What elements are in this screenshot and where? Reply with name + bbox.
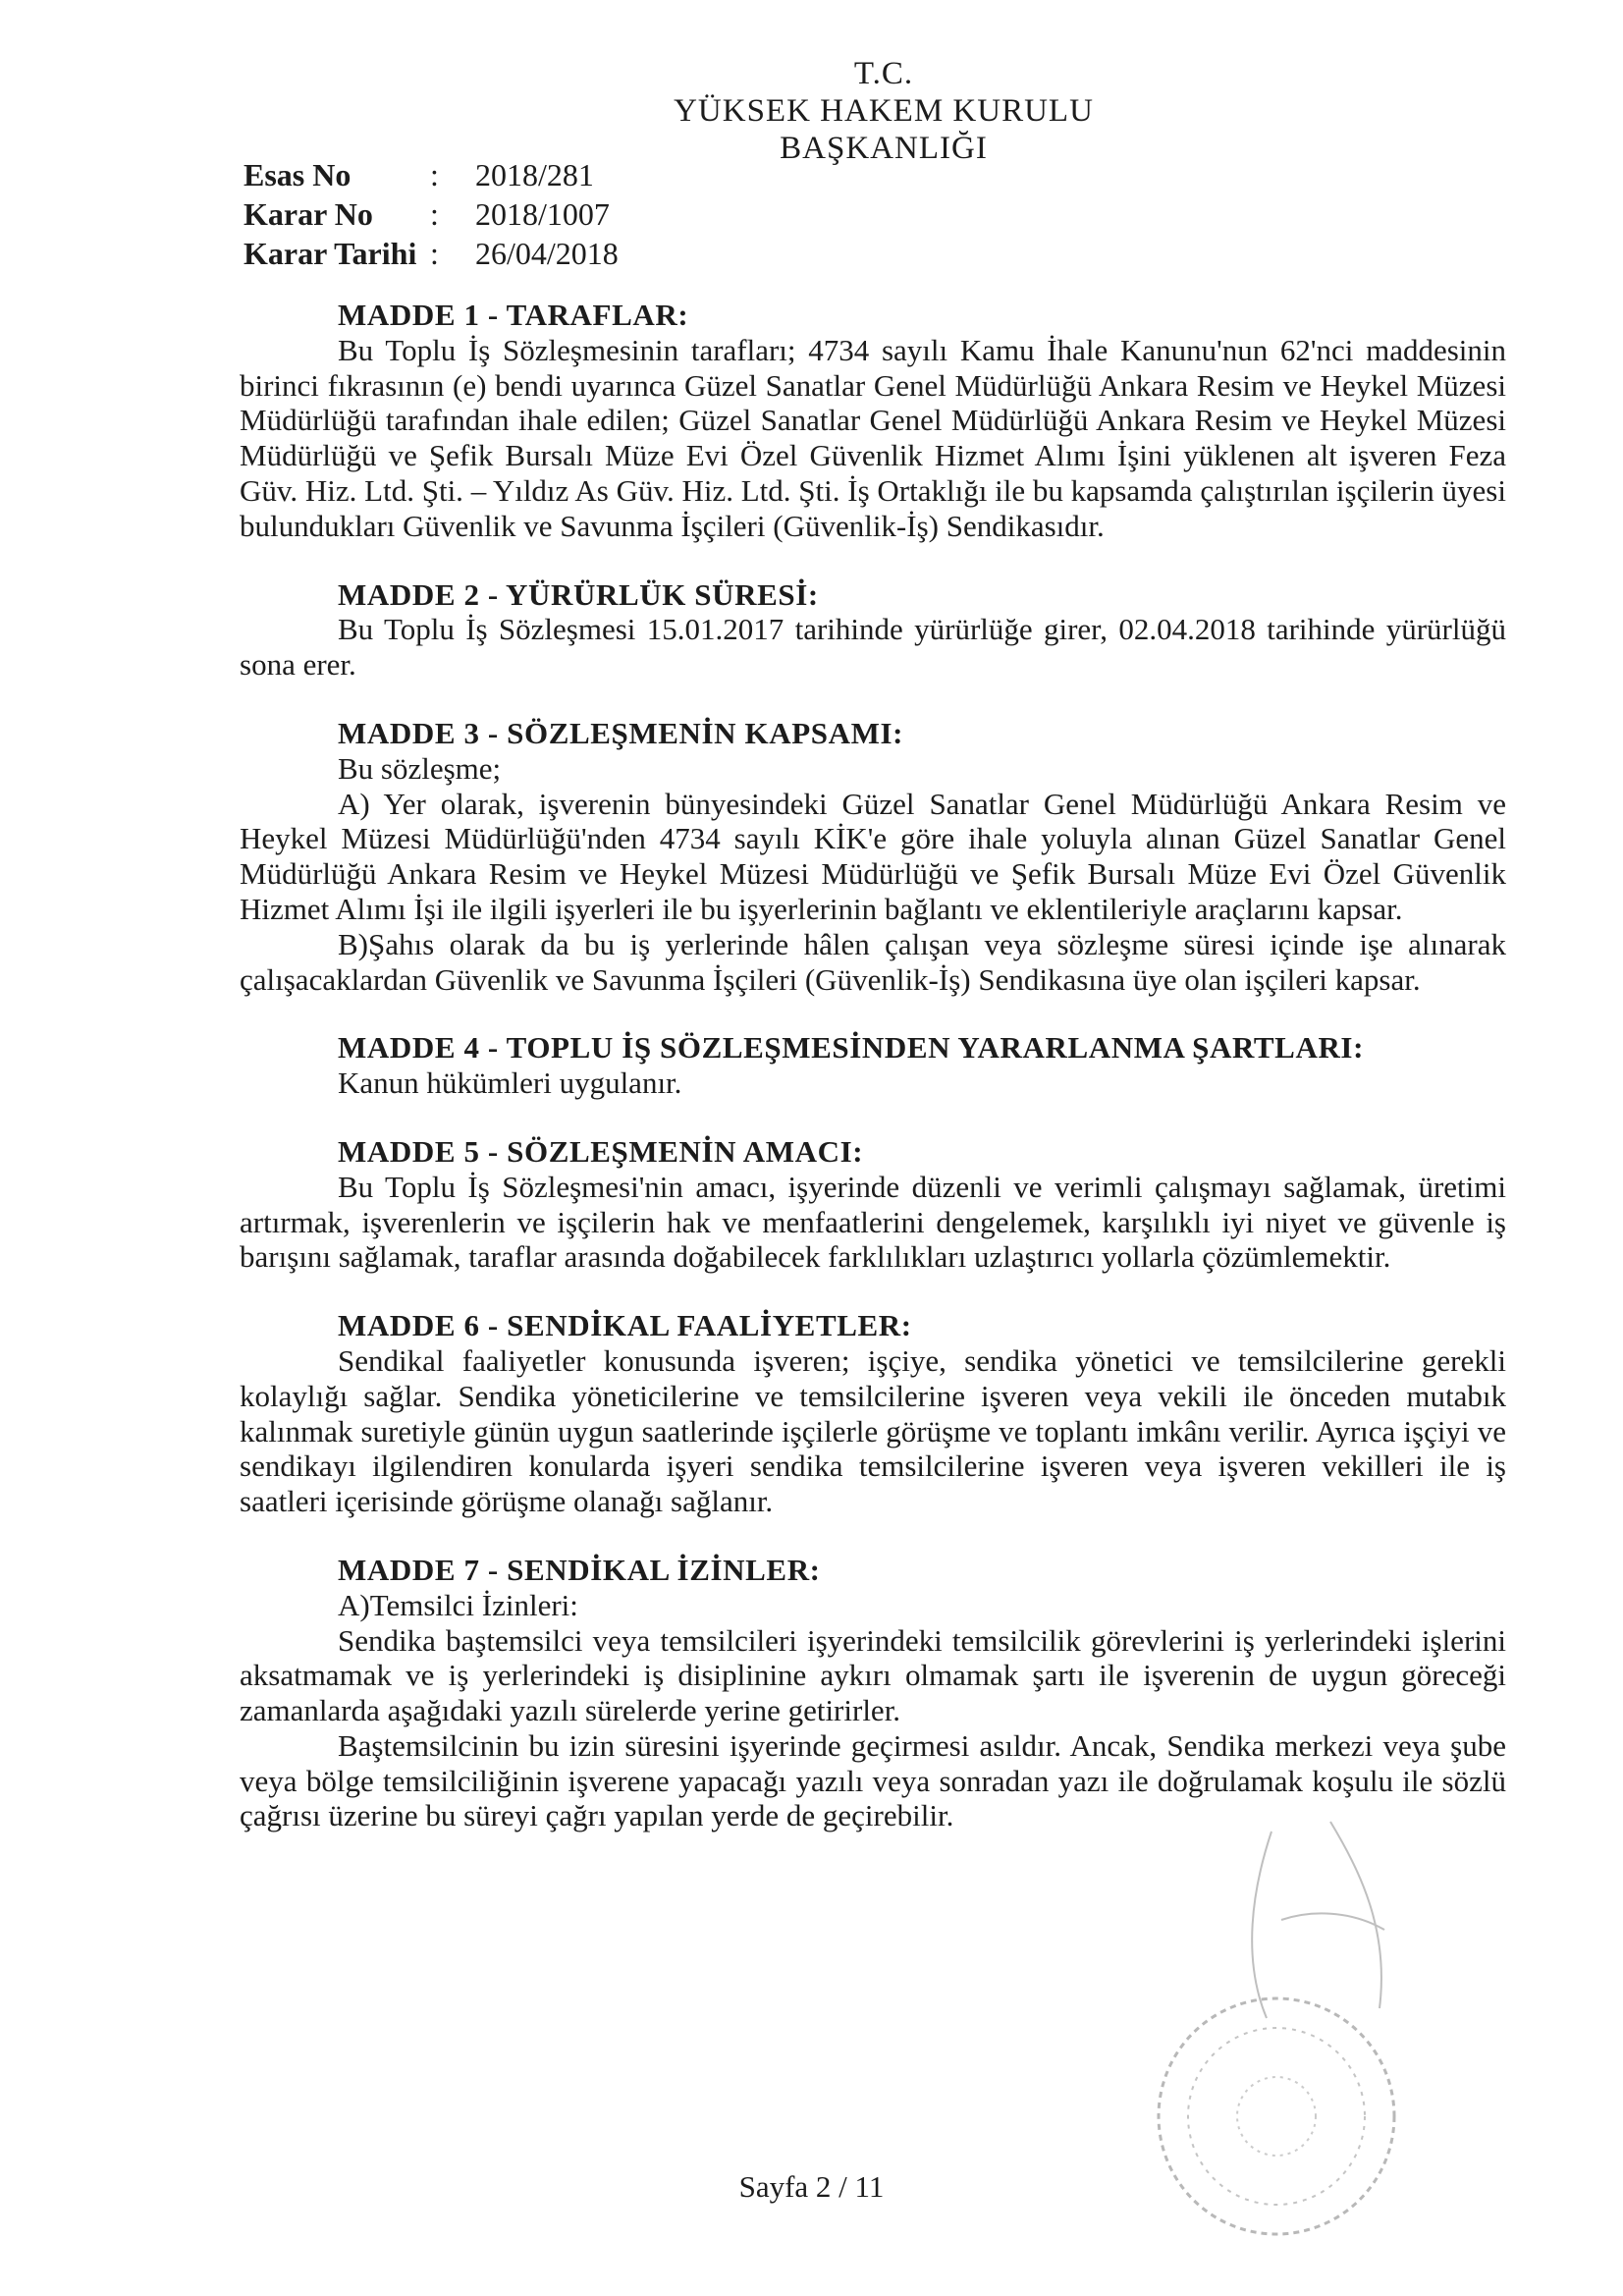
official-stamp-icon: [1144, 1984, 1409, 2249]
karar-no-separator: :: [430, 196, 439, 232]
karar-tarihi-separator: :: [430, 236, 439, 271]
article-4: [240, 1030, 1506, 1101]
article-heading: MADDE 4 - TOPLU İŞ SÖZLEŞMESİNDEN YARARLANMA ŞARTLARI:: [338, 1030, 1365, 1066]
article-paragraph: Sendikal faaliyetler konusunda işveren; işçiye, sendika yönetici ve temsilcilerine gerekli kolaylığı sağlar. Sendika yöneticilerine ve temsilcilerine işveren veya vekili ile önceden mutabık kalınmak suretiyle günün uygun saatlerinde işçilerle görüşme ve toplantı imkânı verilir. Ayrıca işçiyi ve sendikayı ilgilendiren konularda işyeri sendika temsilcilerine işveren veya işveren vekilleri ile iş saatleri içerisinde görüşme olanağı sağlanır.: [240, 1342, 1506, 1519]
article-paragraph: Bu Toplu İş Sözleşmesinin tarafları; 4734 sayılı Kamu İhale Kanunu'nun 62'nci maddesinin birinci fıkrasının (e) bendi uyarınca Güzel Sanatlar Genel Müdürlüğü Ankara Resim ve Heykel Müzesi Müdürlüğü tarafından ihale edilen; Güzel Sanatlar Genel Müdürlüğü Ankara Resim ve Heykel Müzesi Müdürlüğü ve Şefik Bursalı Müze Evi Özel Güvenlik Hizmet Alımı İşini yüklenen alt işveren Feza Güv. Hiz. Ltd. Şti. – Yıldız As Güv. Hiz. Ltd. Şti. İş Ortaklığı ile bu kapsamda çalıştırılan işçilerin üyesi bulundukları Güvenlik ve Savunma İşçileri (Güvenlik-İş) Sendikasıdır.: [240, 332, 1506, 543]
document-body: [240, 298, 1506, 1833]
karar-no-value: 2018/1007: [475, 196, 610, 232]
case-info-row-karar: [243, 194, 691, 234]
article-7: [240, 1553, 1506, 1833]
case-info-row-tarih: [243, 234, 691, 273]
karar-no-label: Karar No: [243, 196, 373, 232]
article-paragraph: Bu Toplu İş Sözleşmesi 15.01.2017 tarihinde yürürlüğe girer, 02.04.2018 tarihinde yürürlüğü sona erer.: [240, 612, 1506, 683]
article-paragraph: B)Şahıs olarak da bu iş yerlerinde hâlen çalışan veya sözleşme süresi içinde işe alınarak çalışacaklardan Güvenlik ve Savunma İşçileri (Güvenlik-İş) Sendikasına üye olan işçileri kapsar.: [240, 926, 1506, 997]
article-paragraph: Bu Toplu İş Sözleşmesi'nin amacı, işyerinde düzenli ve verimli çalışmayı sağlamak, üretimi artırmak, işverenlerin ve işçilerin hak ve menfaatlerini dengelemek, karşılıklı iyi niyet ve güvenle iş barışını sağlamak, taraflar arasında doğabilecek farklılıkları uzlaştırıcı yollarla çözümlemektir.: [240, 1169, 1506, 1275]
article-paragraph: Baştemsilcinin bu izin süresini işyerinde geçirmesi asıldır. Ancak, Sendika merkezi veya şube veya bölge temsilciliğinin işverene yapacağı yazılı veya sonradan yazı ile doğrulamak koşulu ile sözlü çağrısı üzerine bu süreyi çağrı yapılan yerde de geçirebilir.: [240, 1727, 1506, 1833]
header-presidency: BAŞKANLIĞI: [780, 131, 988, 166]
esas-no-separator: :: [430, 157, 439, 192]
page-number: Sayfa 2 / 11: [738, 2169, 885, 2204]
article-3: [240, 716, 1506, 997]
article-heading: MADDE 2 - YÜRÜRLÜK SÜRESİ:: [338, 576, 819, 612]
article-paragraph: A)Temsilci İzinleri:: [338, 1587, 578, 1622]
karar-tarihi-value: 26/04/2018: [475, 236, 619, 271]
article-1: [240, 298, 1506, 544]
article-6: [240, 1308, 1506, 1519]
case-info-row-esas: [243, 155, 691, 194]
esas-no-value: 2018/281: [475, 157, 594, 192]
article-paragraph: Bu sözleşme;: [338, 750, 502, 786]
karar-tarihi-label: Karar Tarihi: [243, 236, 417, 271]
article-2: [240, 577, 1506, 683]
article-heading: MADDE 1 - TARAFLAR:: [338, 298, 689, 332]
header-institution: YÜKSEK HAKEM KURULU: [674, 93, 1094, 129]
article-5: [240, 1134, 1506, 1275]
article-paragraph: Kanun hükümleri uygulanır.: [338, 1066, 682, 1101]
article-heading: MADDE 7 - SENDİKAL İZİNLER:: [338, 1552, 821, 1587]
case-info: [243, 155, 691, 273]
article-heading: MADDE 3 - SÖZLEŞMENİN KAPSAMI:: [338, 715, 904, 750]
header-tc: T.C.: [853, 56, 914, 91]
document-header: [589, 55, 1178, 167]
article-paragraph: Sendika baştemsilci veya temsilcileri işyerindeki temsilcilik görevlerini iş yerlerindeki işlerini aksatmamak ve iş yerlerindeki iş disiplinine aykırı olmamak şartı ile işverenin de uygun göreceği zamanlarda aşağıdaki yazılı sürelerde yerine getirirler.: [240, 1622, 1506, 1728]
article-heading: MADDE 5 - SÖZLEŞMENİN AMACI:: [338, 1133, 864, 1169]
article-heading: MADDE 6 - SENDİKAL FAALİYETLER:: [338, 1308, 912, 1343]
article-paragraph: A) Yer olarak, işverenin bünyesindeki Güzel Sanatlar Genel Müdürlüğü Ankara Resim ve Heykel Müzesi Müdürlüğü'nden 4734 sayılı KİK'e göre ihale yoluyla alınan Güzel Sanatlar Genel Müdürlüğü Ankara Resim ve Heykel Müzesi Müdürlüğü ve Şefik Bursalı Müze Evi Özel Güvenlik Hizmet Alımı İşi ile ilgili işyerleri ile bu işyerlerinin bağlantı ve eklentileriyle araçlarını kapsar.: [240, 786, 1506, 926]
esas-no-label: Esas No: [243, 157, 352, 192]
